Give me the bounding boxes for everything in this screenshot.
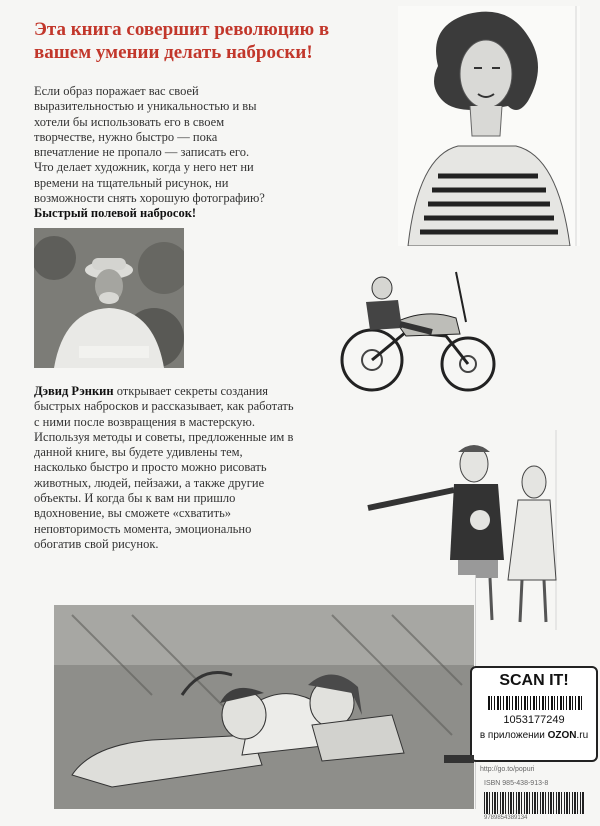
intro-paragraph: Если образ поражает вас своей выразительностью и уникальностью и вы хотели бы использовать его в своем творчестве, нужно быстро — пока впечатление не пропало — записать его. Что делает художник, когда у него нет ни времени на тщательный рисунок, ни возможности снять хорошую фотографию? [34, 84, 265, 206]
scan-app-name: OZON [547, 730, 577, 741]
headline: Эта книга совершит революцию в вашем умении делать наброски! [34, 19, 330, 63]
author-photo [34, 228, 184, 368]
scan-barcode [488, 696, 584, 710]
author-name: Дэвид Рэнкин [34, 384, 114, 398]
intro-text [34, 84, 269, 222]
isbn-barcode [484, 792, 584, 814]
scan-it-badge [470, 666, 598, 762]
intro-emphasis: Быстрый полевой набросок! [34, 206, 197, 221]
bio-text-2: Используя методы и советы, предложенные им в данной книге, вы будете удивлены тем, насколько быстро и просто можно рисовать животных, людей, пейзажи, а также другие объекты. И когда бы к вам ни пришло вдохновение, вы сможете «схватить» неповторимость момента, эмоционально обогатив свой рисунок. [34, 429, 294, 551]
isbn: ISBN 985-438-913-8 [484, 780, 549, 787]
sketch-woman-portrait [398, 6, 580, 246]
scan-code: 1053177249 [503, 714, 565, 726]
sketch-motorcycle [336, 252, 500, 408]
author-bio [34, 384, 296, 552]
publisher-logo-icon [444, 752, 474, 764]
scan-title: SCAN IT! [499, 672, 569, 689]
scan-app-prefix: в приложении [479, 730, 548, 741]
bio-text-1: открывает секреты создания быстрых набросков и рассказывает, как работать с ними после возвращения в мастерскую. [34, 384, 294, 429]
publisher-url[interactable]: http://go.to/popuri [480, 766, 535, 773]
scan-app-suffix: .ru [576, 730, 589, 741]
barcode-digits: 9789854389134 [484, 815, 528, 821]
scan-app-text [472, 730, 596, 741]
sketch-girls-lying [32, 575, 476, 809]
